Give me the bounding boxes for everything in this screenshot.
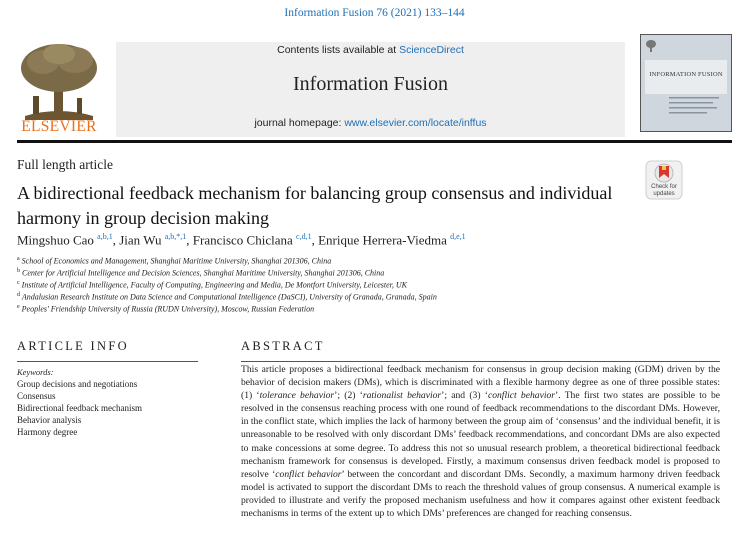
homepage-line bbox=[116, 117, 625, 129]
abstract-text-segment: ’ between the concordant and discordant DMs. Secondly, a maximum harmony driven feedback model is activated to support the discordant DMs to reach the threshold values of group consensus. A numerical example is provided to illustrate and verify the proposed mechanism usefulness and how it compares against other existent feedback mechanisms in terms of the extent up to which DMs’ preferences are changed for reaching consensus. bbox=[241, 468, 720, 520]
affiliation-key: e bbox=[17, 304, 20, 310]
author-affiliation-marker[interactable]: c,d,1 bbox=[296, 232, 312, 241]
affiliation-line bbox=[17, 304, 314, 314]
author-name[interactable]: Francisco Chiclana bbox=[192, 232, 293, 248]
abstract-rule bbox=[241, 361, 720, 362]
author-separator: , bbox=[186, 232, 193, 248]
check-for-updates-line1: Check for bbox=[651, 184, 677, 190]
homepage-link[interactable]: www.elsevier.com/locate/inffus bbox=[344, 117, 487, 129]
elsevier-wordmark: ELSEVIER bbox=[21, 118, 97, 135]
keyword-item: Bidirectional feedback mechanism bbox=[17, 403, 142, 413]
abstract-text-segment: ’; and (3) ‘ bbox=[441, 390, 488, 402]
check-for-updates-line2: updates bbox=[653, 191, 675, 197]
keyword-item: Behavior analysis bbox=[17, 415, 82, 425]
abstract-body bbox=[241, 363, 720, 520]
check-for-updates-label bbox=[640, 184, 688, 198]
affiliation-line bbox=[17, 268, 384, 278]
author-separator: , bbox=[112, 232, 120, 248]
keyword-item: Consensus bbox=[17, 391, 56, 401]
keyword-item: Group decisions and negotiations bbox=[17, 379, 138, 389]
affiliation-key: d bbox=[17, 292, 20, 298]
affiliation-line bbox=[17, 256, 331, 266]
affiliation-text: Institute of Artificial Intelligence, Faculty of Computing, Engineering and Media, De Montfort University, Leicester, UK bbox=[21, 280, 408, 290]
keyword-item: Harmony degree bbox=[17, 427, 78, 437]
affiliation-line bbox=[17, 292, 437, 302]
abstract-text-segment: ’; (2) ‘ bbox=[334, 390, 363, 402]
contents-prefix: Contents lists available at bbox=[277, 44, 400, 56]
article-info-rule bbox=[17, 361, 198, 362]
journal-cover-thumbnail[interactable] bbox=[640, 34, 732, 132]
contents-line bbox=[116, 44, 625, 56]
cover-title: INFORMATION FUSION bbox=[649, 71, 723, 78]
abstract-emphasis: conflict behavior bbox=[275, 468, 342, 480]
author-name[interactable]: Mingshuo Cao bbox=[17, 232, 94, 248]
author-name[interactable]: Jian Wu bbox=[119, 232, 162, 248]
journal-name: Information Fusion bbox=[293, 73, 448, 95]
affiliation-text: Andalusian Research Institute on Data Science and Computational Intelligence (DaSCI), University of Granada, Granada, Spain bbox=[21, 292, 437, 302]
journal-reference-link[interactable]: Information Fusion 76 (2021) 133–144 bbox=[284, 7, 465, 19]
author-affiliation-marker[interactable]: a,b,*,1 bbox=[164, 232, 187, 241]
affiliation-text: Peoples' Friendship University of Russia (RUDN University), Moscow, Russian Federation bbox=[21, 304, 315, 314]
article-type: Full length article bbox=[17, 157, 113, 172]
author-separator: , bbox=[311, 232, 319, 248]
article-info-heading: ARTICLE INFO bbox=[17, 339, 129, 353]
abstract-heading: ABSTRACT bbox=[241, 339, 325, 353]
affiliation-key: c bbox=[17, 280, 20, 286]
abstract-text-segment: ’. The first two states are possible to be resolved in the consensus reaching process with one round of feedback recommendations to the discordant DMs. However, in the conflict state, which implies the lack of harmony between the group aim of ‘consensus’ and the individual benefit, it is unreasonable to be resolved with only discordant DMs’ feedback recommendations, and concordant DMs are also expected to make concessions at some degree. To address this not so unusual research problem, a theoretical bidirectional feedback mechanism framework for consensus is developed. Firstly, a maximum consensus driven feedback model is proposed to resolve ‘ bbox=[241, 390, 720, 480]
abstract-text-segment: This article proposes a bidirectional feedback mechanism for consensus in group decision making (GDM) driven by the behavior of decision makers (DMs), which is discriminated with a flexible harmony degree as one of three possible states: (1) ‘ bbox=[241, 364, 720, 402]
author-name[interactable]: Enrique Herrera-Viedma bbox=[318, 232, 447, 248]
author-affiliation-marker[interactable]: d,e,1 bbox=[450, 232, 466, 241]
article-title: A bidirectional feedback mechanism for balancing group consensus and individual harmony in group decision making bbox=[17, 183, 613, 228]
affiliation-text: Center for Artificial Intelligence and Decision Sciences, Shanghai Maritime University, Shanghai 201306, China bbox=[22, 268, 385, 278]
keywords-label: Keywords: bbox=[17, 367, 54, 377]
sciencedirect-link[interactable]: ScienceDirect bbox=[399, 44, 464, 56]
affiliation-line bbox=[17, 280, 407, 290]
affiliation-text: School of Economics and Management, Shanghai Maritime University, Shanghai 201306, China bbox=[21, 256, 332, 266]
abstract-paragraph bbox=[241, 363, 720, 520]
header-rule bbox=[17, 140, 732, 143]
abstract-emphasis: conflict behavior bbox=[487, 390, 556, 402]
abstract-emphasis: tolerance behavior bbox=[259, 390, 335, 402]
author-list bbox=[17, 232, 717, 248]
abstract-emphasis: rationalist behavior bbox=[362, 390, 442, 402]
cover-publisher-icon bbox=[645, 39, 657, 53]
author-affiliation-marker[interactable]: a,b,1 bbox=[97, 232, 113, 241]
cover-text-lines bbox=[669, 97, 725, 117]
affiliation-key: a bbox=[17, 256, 20, 262]
affiliation-key: b bbox=[17, 268, 20, 274]
homepage-prefix: journal homepage: bbox=[254, 117, 345, 129]
